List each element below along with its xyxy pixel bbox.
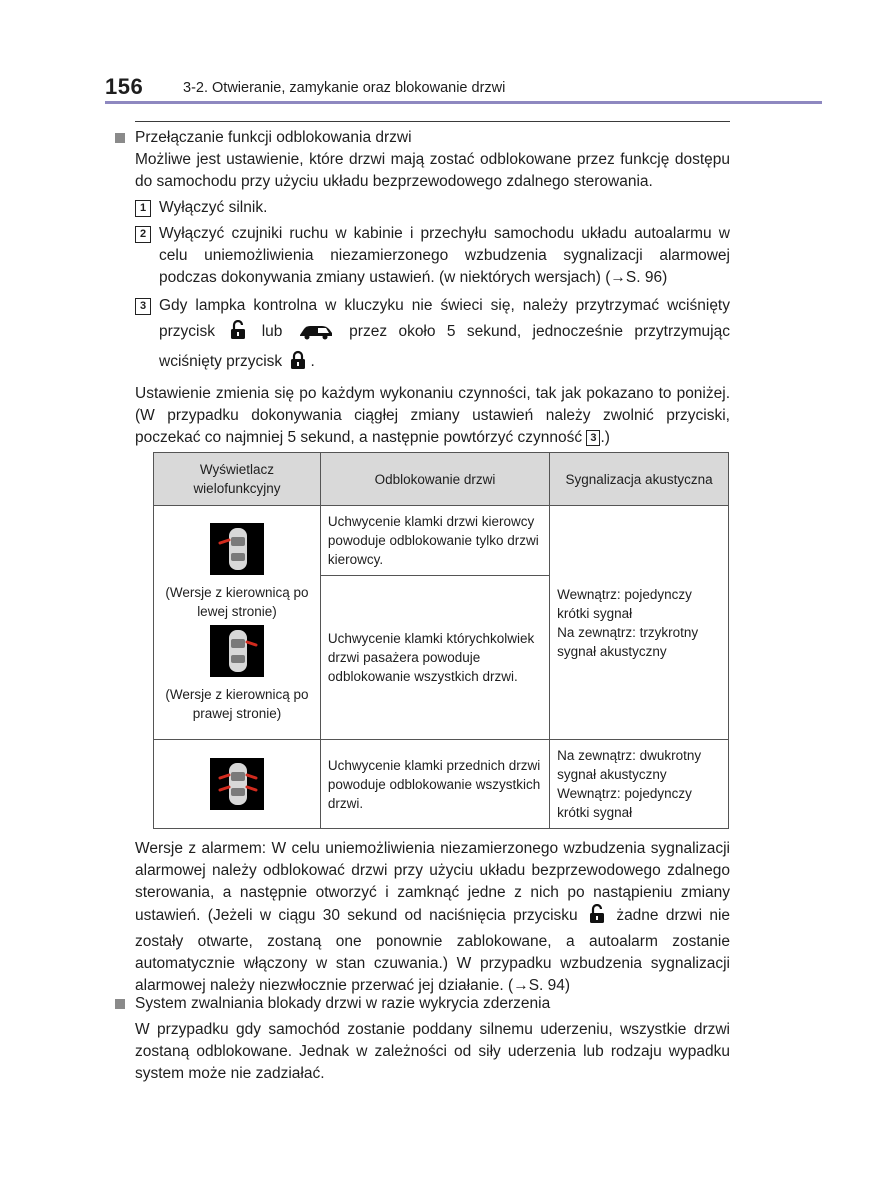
table-header-row: [154, 453, 729, 506]
section-collision-unlock: [115, 993, 730, 1085]
table-cell-signal: Wewnątrz: pojedynczy krótki sygnał Na zewnątrz: trzykrotny sygnał akustyczny: [550, 506, 729, 740]
step-number: 3: [135, 298, 151, 315]
lock-icon: [290, 350, 306, 379]
step-2: [135, 223, 730, 289]
column-header-unlock: Odblokowanie drzwi: [320, 453, 549, 506]
car-trunk-icon: [298, 323, 334, 349]
intro-paragraph: Możliwe jest ustawienie, które drzwi mają zostać odblokowane przez funkcję dostępu do samochodu przy użyciu układu bezprzewodowego zdalnego sterowania.: [135, 151, 730, 190]
display-caption-right: (Wersje z kierownicą po prawej stronie): [165, 686, 309, 721]
bullet-square-icon: [115, 133, 125, 143]
table-cell-unlock: Uchwycenie klamki przednich drzwi powoduje odblokowanie wszystkich drzwi.: [320, 740, 549, 829]
step-3: [135, 293, 730, 379]
column-header-signal: Sygnalizacja akustyczna: [550, 453, 729, 506]
page-header: [105, 74, 825, 104]
table-cell-signal: Na zewnątrz: dwukrotny sygnał akustyczny Wewnątrz: pojedynczy krótki sygnał: [550, 740, 729, 829]
section-title: 3-2. Otwieranie, zamykanie oraz blokowanie drzwi: [183, 80, 506, 96]
unlock-icon: [589, 904, 605, 931]
step-text: Wyłączyć czujniki ruchu w kabinie i przechyłu samochodu układu autoalarmu w celu uniemożliwienia niezamierzonego wzbudzenia sygnalizacji alarmowej podczas dokonywania zmiany ustawień. (w niektórych wersjach) (→S. 96): [159, 225, 730, 286]
alarm-note: Wersje z alarmem: W celu uniemożliwienia niezamierzonego wzbudzenia sygnalizacji alarmowej należy odblokować drzwi przy użyciu układu bezprzewodowego zdalnego sterowania, a następnie otworzyć i zamknąć jedne z nich po nastąpieniu zmiany ustawień. (Jeżeli w ciągu 30 sekund od naciśnięcia przycisku żadne drzwi nie zostały otwarte, zostaną one ponownie zablokowane, a autoalarm zostanie automatycznie włączony w stan czuwania.) W przypadku wzbudzenia sygnalizacji alarmowej należy niezwłocznie przerwać jej działanie. (→S. 94): [135, 840, 731, 994]
divider: [135, 121, 730, 122]
table-cell-display: [154, 740, 321, 829]
section-heading: System zwalniania blokady drzwi w razie wykrycia zderzenia: [115, 993, 730, 1015]
page-number: 156: [105, 74, 144, 99]
step-reference: 3: [586, 430, 600, 446]
column-header-display: Wyświetlacz wielofunkcyjny: [154, 453, 321, 506]
car-top-view-icon: [158, 523, 316, 575]
unlock-settings-table: [153, 452, 729, 829]
step-text: Gdy lampka kontrolna w kluczyku nie świeci się, należy przytrzymać wciśnięty przycisk lub przez około 5 sekund, jednocześnie przytrzymując wciśnięty przycisk .: [159, 293, 730, 379]
step-1: [135, 197, 730, 219]
step-number: 1: [135, 200, 151, 217]
car-top-view-icon: [158, 625, 316, 677]
table-row: [154, 506, 729, 576]
table-cell-display: [154, 506, 321, 740]
car-top-view-icon: [161, 758, 313, 810]
bullet-square-icon: [115, 999, 125, 1009]
step-text: Wyłączyć silnik.: [159, 199, 268, 216]
table-row: [154, 740, 729, 829]
table-cell-unlock: Uchwycenie klamki drzwi kierowcy powoduje odblokowanie tylko drzwi kierowcy.: [320, 506, 549, 576]
section-heading: Przełączanie funkcji odblokowania drzwi: [115, 127, 730, 149]
header-rule: [105, 101, 822, 104]
unlock-icon: [230, 320, 246, 349]
collision-paragraph: W przypadku gdy samochód zostanie poddany silnemu uderzeniu, wszystkie drzwi zostaną odblokowane. Jednak w zależności od siły uderzenia lub rodzaju wypadku system może nie zadziałać.: [135, 1021, 730, 1082]
step-number: 2: [135, 226, 151, 243]
section-unlock-settings: [115, 127, 730, 449]
settings-explanation: Ustawienie zmienia się po każdym wykonaniu czynności, tak jak pokazano to poniżej. (W przypadku dokonywania ciągłej zmiany ustawień należy zwolnić przyciski, poczekać co najmniej 5 sekund, a następnie powtórzyć czynność 3 .): [135, 385, 730, 446]
display-caption-left: (Wersje z kierownicą po lewej stronie): [165, 584, 309, 619]
table-cell-unlock: Uchwycenie klamki którychkolwiek drzwi pasażera powoduje odblokowanie wszystkich drzwi.: [320, 576, 549, 740]
